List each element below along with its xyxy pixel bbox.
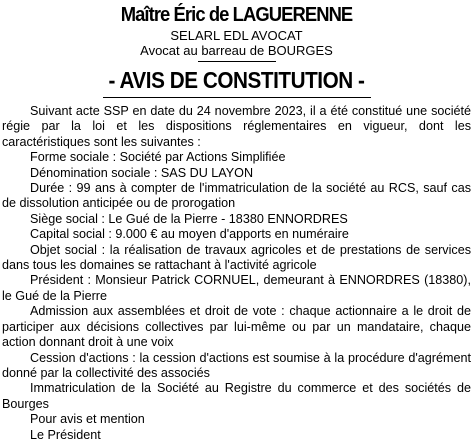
header-divider <box>198 61 276 62</box>
company-name: Dénomination sociale : SAS DU LAYON <box>30 165 254 180</box>
firm-name: SELARL EDL AVOCAT <box>170 28 303 43</box>
signatory: Le Président <box>30 427 101 442</box>
notice-header <box>2 2 471 98</box>
intro-paragraph: Suivant acte SSP en date du 24 novembre 2023, il a été constitué une société régie par la loi et les dispositions réglementaires en vigueur, dont les caractéristiques sont les suivantes : <box>2 104 471 149</box>
legal-form: Forme sociale : Société par Actions Simplifiée <box>30 150 286 165</box>
duration: Durée : 99 ans à compter de l'immatriculation de la société au RCS, sauf cas de dissolution anticipée ou de prorogation <box>2 181 471 211</box>
notice-body <box>2 104 471 443</box>
share-transfer: Cession d'actions : la cession d'actions est soumise à la procédure d'agrément donné par la collectivité des associés <box>2 350 471 380</box>
corporate-purpose: Objet social : la réalisation de travaux agricoles et de prestations de services dans tous les domaines se rattachant à l'activité agricole <box>2 242 471 273</box>
voting-rights: Admission aux assemblées et droit de vote : chaque actionnaire a le droit de participer aux décisions collectives par lui-même ou par un mandataire, chaque action donnant droit à une voix <box>2 304 471 350</box>
title-divider <box>103 97 371 98</box>
notice-title: - AVIS DE CONSTITUTION - <box>108 67 365 93</box>
president: Président : Monsieur Patrick CORNUEL, demeurant à ENNORDRES (18380), le Gué de la Pierre <box>2 273 471 303</box>
registration: Immatriculation de la Société au Registre du commerce et des sociétés de Bourges <box>2 381 471 411</box>
author-name: Maître Éric de LAGUERENNE <box>120 4 353 26</box>
share-capital: Capital social : 9.000 € au moyen d'apports en numéraire <box>30 227 349 242</box>
author-role: Avocat au barreau de BOURGES <box>140 43 333 58</box>
registered-office: Siège social : Le Gué de la Pierre - 18380 ENNORDRES <box>30 211 348 226</box>
for-notice: Pour avis et mention <box>30 412 145 427</box>
